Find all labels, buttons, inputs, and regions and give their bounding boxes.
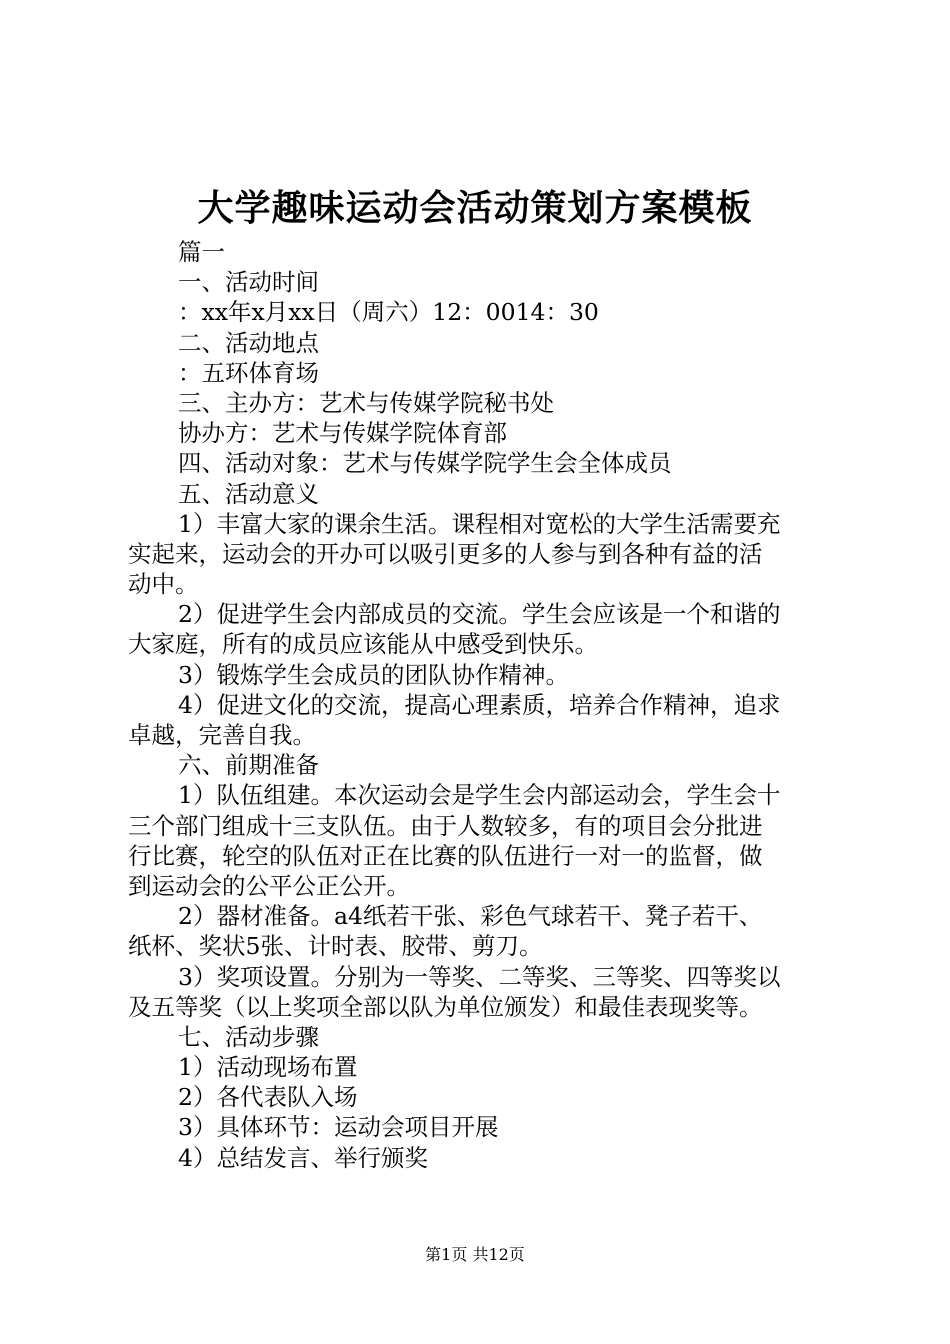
paragraph-line: ：xx年x月xx日（周六）12：0014：30 [178,298,599,327]
paragraph-line: 及五等奖（以上奖项全部以队为单位颁发）和最佳表现奖等。 [128,992,763,1021]
document-title: 大学趣味运动会活动策划方案模板 [197,187,753,229]
paragraph-line: 协办方：艺术与传媒学院体育部 [178,419,507,448]
section-heading: 四、活动对象：艺术与传媒学院学生会全体成员 [178,449,672,478]
paragraph-line: 动中。 [128,570,199,599]
paragraph-line: 行比赛，轮空的队伍对正在比赛的队伍进行一对一的监督，做 [128,841,763,870]
section-heading: 二、活动地点 [178,328,319,357]
list-item: 2）各代表队入场 [178,1083,358,1112]
paragraph-line: 卓越，完善自我。 [128,721,316,749]
paragraph-line: 4）促进文化的交流，提高心理素质，培养合作精神，追求 [178,690,781,719]
paragraph-line: 三个部门组成十三支队伍。由于人数较多，有的项目会分批进 [128,811,763,840]
document-body [128,237,830,1173]
list-item: 3）具体环节：运动会项目开展 [178,1113,499,1142]
paragraph-line: ：五环体育场 [178,358,319,387]
paragraph-line: 到运动会的公平公正公开。 [128,871,410,900]
list-item: 1）活动现场布置 [178,1053,358,1082]
section-heading: 一、活动时间 [178,268,319,297]
paragraph-line: 纸杯、奖状5张、计时表、胶带、剪刀。 [128,932,543,961]
paragraph-line: 实起来，运动会的开办可以吸引更多的人参与到各种有益的活 [128,539,763,568]
paragraph-line: 篇一 [178,238,225,266]
paragraph-line: 3）锻炼学生会成员的团队协作精神。 [178,660,569,689]
section-heading: 五、活动意义 [178,479,319,508]
paragraph-line: 2）促进学生会内部成员的交流。学生会应该是一个和谐的 [178,600,781,629]
section-heading: 三、主办方：艺术与传媒学院秘书处 [178,388,554,417]
section-heading: 六、前期准备 [178,751,319,780]
section-heading: 七、活动步骤 [178,1022,319,1051]
paragraph-line: 3）奖项设置。分别为一等奖、二等奖、三等奖、四等奖以 [178,962,781,991]
page-number-footer: 第1页 共12页 [425,1245,525,1264]
paragraph-line: 1）丰富大家的课余生活。课程相对宽松的大学生活需要充 [178,509,781,538]
paragraph-line: 2）器材准备。a4纸若干张、彩色气球若干、凳子若干、 [178,902,763,931]
list-item: 4）总结发言、举行颁奖 [178,1143,428,1172]
paragraph-line: 1）队伍组建。本次运动会是学生会内部运动会，学生会十 [178,781,781,810]
paragraph-line: 大家庭，所有的成员应该能从中感受到快乐。 [128,630,598,659]
